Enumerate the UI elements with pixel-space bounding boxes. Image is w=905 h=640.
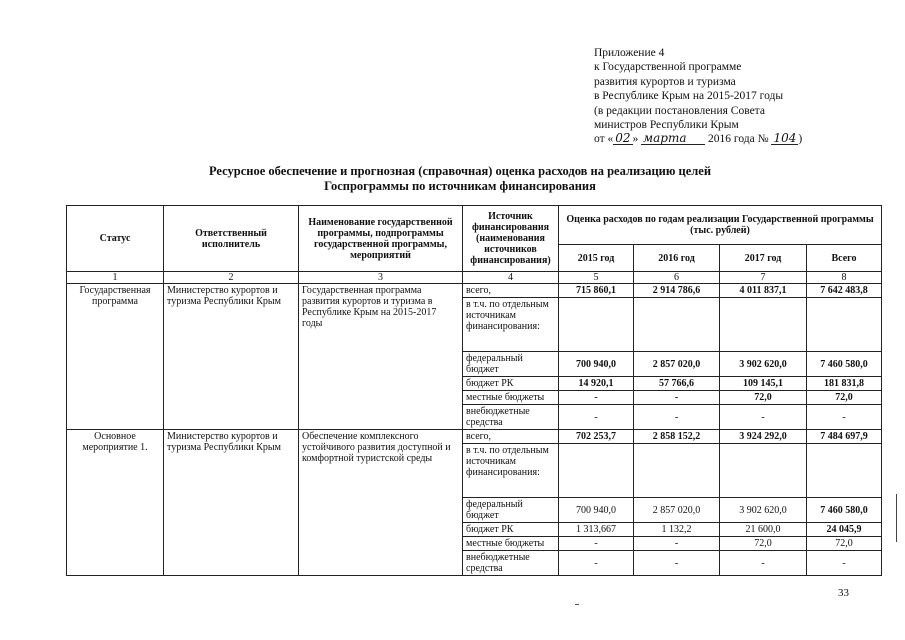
- column-number: 2: [164, 272, 299, 284]
- appendix-line: к Государственной программе: [594, 61, 742, 74]
- column-number: 5: [559, 272, 634, 284]
- column-number: 3: [299, 272, 463, 284]
- scan-dot-mark: [575, 604, 579, 605]
- appendix-line: Приложение 4: [594, 47, 665, 59]
- column-number: 8: [807, 272, 882, 284]
- program-cell: Государственная программа развития курортов и туризма в Республике Крым на 2015-2017 годы: [299, 284, 463, 430]
- date-mid: »: [632, 133, 639, 146]
- value-cell: [720, 298, 807, 352]
- value-cell: 72,0: [720, 537, 807, 551]
- value-cell: 57 766,6: [634, 377, 720, 391]
- value-cell: -: [634, 405, 720, 430]
- value-cell: -: [559, 537, 634, 551]
- title-line-1: Ресурсное обеспечение и прогнозная (справочная) оценка расходов на реализацию целей: [208, 164, 712, 178]
- value-cell: [634, 298, 720, 352]
- value-cell: -: [634, 391, 720, 405]
- value-cell: 7 460 580,0: [807, 498, 882, 523]
- program-cell: Обеспечение комплексного устойчивого развития доступной и комфортной туристской среды: [299, 430, 463, 576]
- source-cell: бюджет РК: [463, 523, 559, 537]
- source-cell: всего,: [463, 430, 559, 444]
- value-cell: [559, 298, 634, 352]
- source-cell: в т.ч. по отдельным источникам финансирования:: [463, 444, 559, 498]
- header-estimate: Оценка расходов по годам реализации Государственной программы (тыс. рублей): [559, 206, 882, 245]
- source-cell: внебюджетные средства: [463, 551, 559, 576]
- value-cell: -: [559, 405, 634, 430]
- source-cell: внебюджетные средства: [463, 405, 559, 430]
- handwritten-number: 104: [773, 131, 797, 146]
- value-cell: 1 132,2: [634, 523, 720, 537]
- value-cell: [720, 444, 807, 498]
- value-cell: [634, 444, 720, 498]
- value-cell: 2 857 020,0: [634, 498, 720, 523]
- column-number: 4: [463, 272, 559, 284]
- date-suffix: ): [798, 133, 803, 146]
- page-number: 33: [838, 587, 849, 599]
- document-title: [80, 164, 840, 194]
- header-source: Источник финансирования (наименования источников финансирования): [463, 206, 559, 272]
- value-cell: 4 011 837,1: [720, 284, 807, 298]
- value-cell: -: [559, 551, 634, 576]
- value-cell: [559, 444, 634, 498]
- header-year-2016: 2016 год: [634, 245, 720, 272]
- executor-cell: Министерство курортов и туризма Республики Крым: [164, 284, 299, 430]
- source-cell: федеральный бюджет: [463, 352, 559, 377]
- value-cell: 7 484 697,9: [807, 430, 882, 444]
- header-year-2017: 2017 год: [720, 245, 807, 272]
- value-cell: -: [807, 551, 882, 576]
- source-cell: бюджет РК: [463, 377, 559, 391]
- value-cell: [807, 444, 882, 498]
- table-row: [67, 430, 882, 444]
- column-number: 7: [720, 272, 807, 284]
- date-year: 2016 года №: [708, 133, 769, 146]
- column-number-row: [67, 272, 882, 284]
- value-cell: 181 831,8: [807, 377, 882, 391]
- value-cell: 72,0: [807, 391, 882, 405]
- source-cell: местные бюджеты: [463, 537, 559, 551]
- value-cell: 3 924 292,0: [720, 430, 807, 444]
- source-cell: местные бюджеты: [463, 391, 559, 405]
- value-cell: 21 600,0: [720, 523, 807, 537]
- header-year-2015: 2015 год: [559, 245, 634, 272]
- handwritten-month: марта: [641, 132, 705, 145]
- source-cell: всего,: [463, 284, 559, 298]
- value-cell: 109 145,1: [720, 377, 807, 391]
- value-cell: -: [634, 537, 720, 551]
- value-cell: -: [807, 405, 882, 430]
- column-number: 1: [67, 272, 164, 284]
- appendix-date-line: [594, 132, 894, 146]
- value-cell: 2 857 020,0: [634, 352, 720, 377]
- value-cell: 7 460 580,0: [807, 352, 882, 377]
- table-row: [67, 284, 882, 298]
- title-line-2: Госпрограммы по источникам финансирования: [324, 179, 596, 193]
- status-cell: Основное мероприятие 1.: [67, 430, 164, 576]
- value-cell: -: [559, 391, 634, 405]
- handwritten-day: 02: [615, 131, 631, 146]
- source-cell: федеральный бюджет: [463, 498, 559, 523]
- value-cell: 3 902 620,0: [720, 352, 807, 377]
- appendix-line: (в редакции постановления Совета: [594, 104, 765, 117]
- budget-table: [66, 205, 882, 576]
- value-cell: 700 940,0: [559, 498, 634, 523]
- value-cell: 24 045,9: [807, 523, 882, 537]
- header-program: Наименование государственной программы, подпрограммы государственной программы, мероприятий: [299, 206, 463, 272]
- appendix-line: развития курортов и туризма: [594, 75, 736, 88]
- status-cell: Государственная программа: [67, 284, 164, 430]
- value-cell: 72,0: [720, 391, 807, 405]
- value-cell: 700 940,0: [559, 352, 634, 377]
- value-cell: 1 313,667: [559, 523, 634, 537]
- scan-edge-mark: [896, 494, 897, 542]
- value-cell: 2 914 786,6: [634, 284, 720, 298]
- appendix-line: министров Республики Крым: [594, 119, 739, 132]
- value-cell: 715 860,1: [559, 284, 634, 298]
- appendix-line: в Республике Крым на 2015-2017 годы: [594, 90, 784, 103]
- column-number: 6: [634, 272, 720, 284]
- header-executor: Ответственный исполнитель: [164, 206, 299, 272]
- value-cell: 14 920,1: [559, 377, 634, 391]
- value-cell: 702 253,7: [559, 430, 634, 444]
- value-cell: -: [720, 551, 807, 576]
- header-status: Статус: [67, 206, 164, 272]
- value-cell: 7 642 483,8: [807, 284, 882, 298]
- value-cell: 3 902 620,0: [720, 498, 807, 523]
- value-cell: 2 858 152,2: [634, 430, 720, 444]
- header-total: Всего: [807, 245, 882, 272]
- date-prefix: от «: [594, 133, 614, 146]
- value-cell: 72,0: [807, 537, 882, 551]
- executor-cell: Министерство курортов и туризма Республики Крым: [164, 430, 299, 576]
- source-cell: в т.ч. по отдельным источникам финансирования:: [463, 298, 559, 352]
- value-cell: -: [634, 551, 720, 576]
- value-cell: -: [720, 405, 807, 430]
- value-cell: [807, 298, 882, 352]
- appendix-block: [594, 46, 894, 147]
